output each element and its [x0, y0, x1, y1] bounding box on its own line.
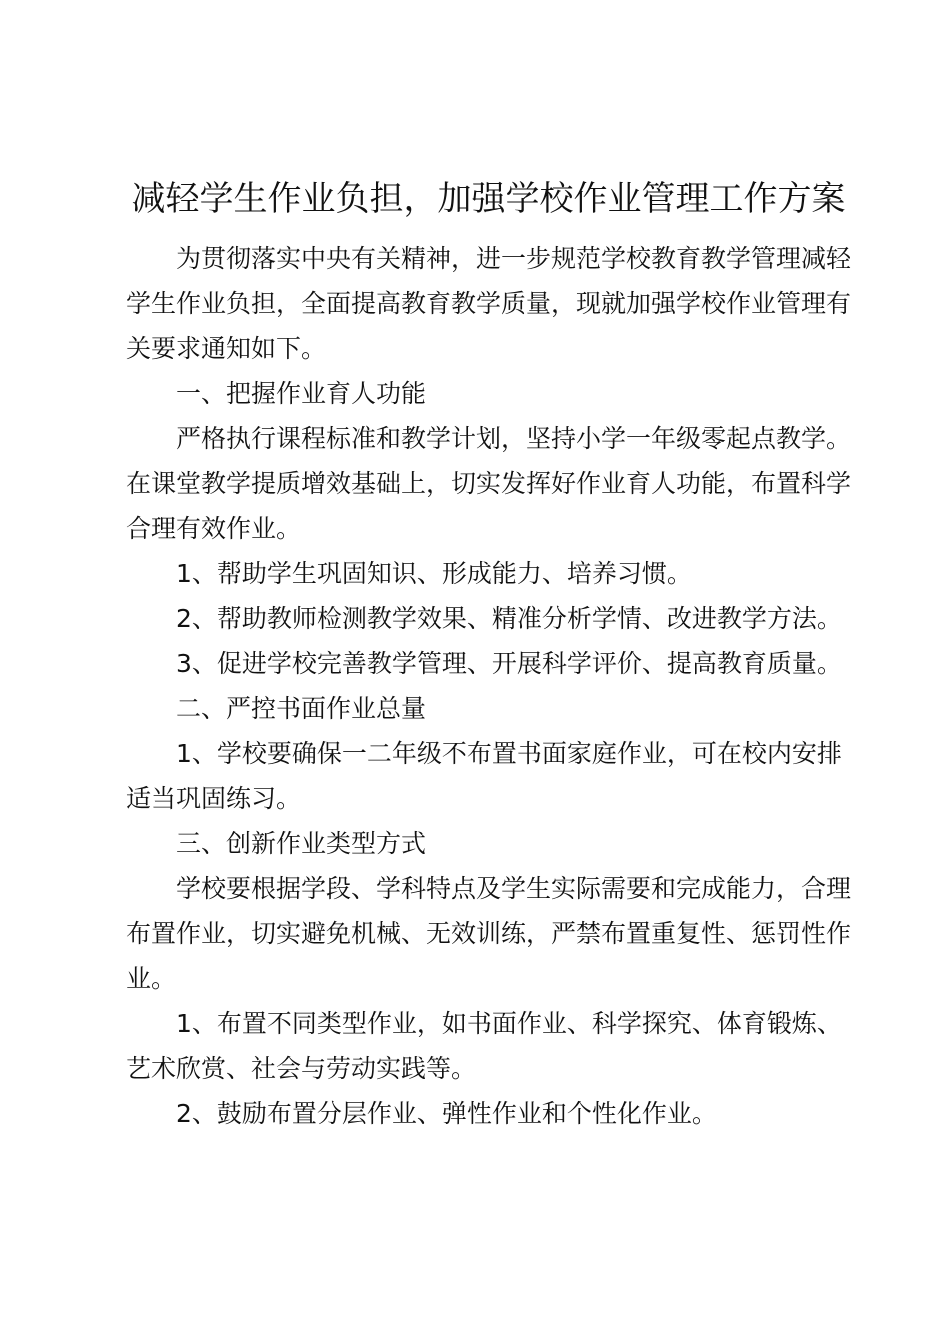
document-title: 减轻学生作业负担，加强学校作业管理工作方案 — [131, 179, 846, 219]
section-heading-1: 一、把握作业育人功能 — [176, 379, 427, 408]
section-2-item-1: 1、学校要确保一二年级不布置书面家庭作业，可在校内安排适当巩固练习。 — [126, 739, 842, 813]
section-1-item-3: 3、促进学校完善教学管理、开展科学评价、提高教育质量。 — [176, 649, 842, 678]
section-1-paragraph: 严格执行课程标准和教学计划，坚持小学一年级零起点教学。在课堂教学提质增效基础上，切实发挥好作业育人功能，布置科学合理有效作业。 — [126, 424, 852, 543]
document-body — [126, 236, 851, 1136]
section-heading-2: 二、严控书面作业总量 — [176, 694, 427, 723]
section-1-item-1: 1、帮助学生巩固知识、形成能力、培养习惯。 — [176, 559, 692, 588]
intro-paragraph: 为贯彻落实中央有关精神，进一步规范学校教育教学管理减轻学生作业负担，全面提高教育教学质量，现就加强学校作业管理有关要求通知如下。 — [126, 244, 852, 363]
section-1-item-2: 2、帮助教师检测教学效果、精准分析学情、改进教学方法。 — [176, 604, 842, 633]
section-3-paragraph: 学校要根据学段、学科特点及学生实际需要和完成能力，合理布置作业，切实避免机械、无效训练，严禁布置重复性、惩罚性作业。 — [126, 874, 852, 993]
section-heading-3: 三、创新作业类型方式 — [176, 829, 427, 858]
section-3-item-1: 1、布置不同类型作业，如书面作业、科学探究、体育锻炼、艺术欣赏、社会与劳动实践等。 — [126, 1009, 842, 1083]
document-page — [126, 172, 851, 1136]
section-3-item-2: 2、鼓励布置分层作业、弹性作业和个性化作业。 — [176, 1099, 717, 1128]
